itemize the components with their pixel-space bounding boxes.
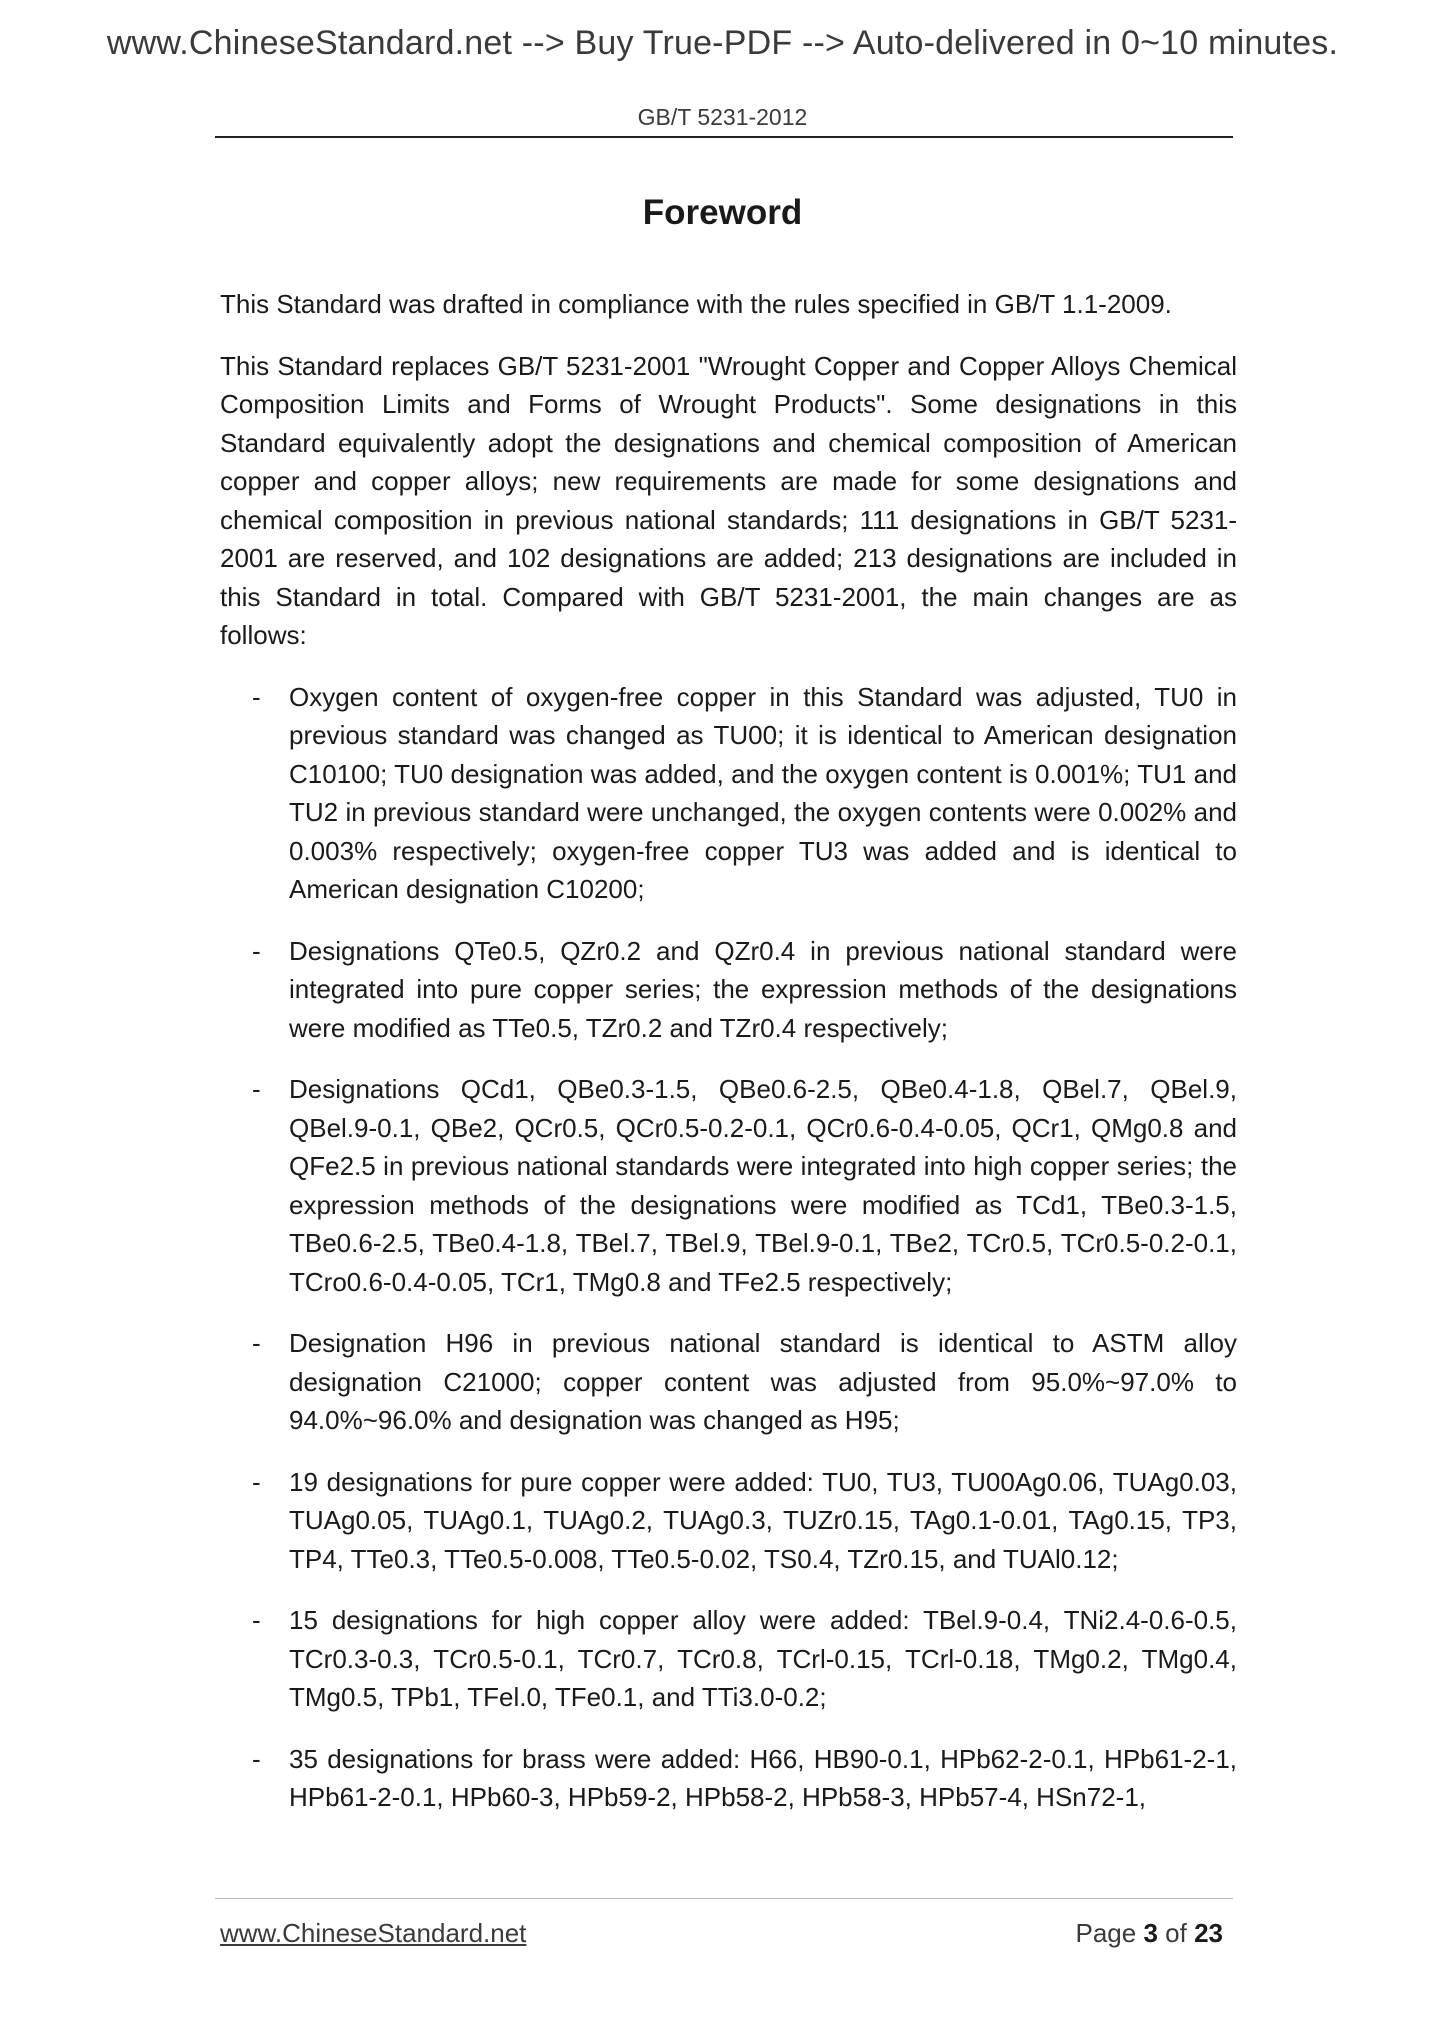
list-item: [220, 932, 1237, 1048]
dash-bullet: -: [252, 935, 261, 966]
page-label: Page: [1075, 1918, 1137, 1948]
list-item: [220, 1463, 1237, 1579]
list-item: [220, 1324, 1237, 1440]
dash-bullet: -: [252, 1328, 261, 1358]
footer-divider: [215, 1898, 1233, 1899]
page-of: of: [1165, 1918, 1187, 1948]
dash-bullet: -: [252, 1605, 261, 1635]
page-current: 3: [1143, 1918, 1158, 1948]
list-item: [220, 678, 1237, 909]
list-item: [220, 1070, 1237, 1301]
page-total: 23: [1194, 1918, 1223, 1948]
header-divider: [215, 136, 1233, 138]
footer-website-link[interactable]: www.ChineseStandard.net: [220, 1918, 527, 1948]
list-item-text: Designation H96 in previous national standard is identical to ASTM alloy designation C21000; copper content was adjusted from 95.0%~97.0% to 94.0%~96.0% and designation was changed as H95;: [289, 1328, 1237, 1435]
list-item-text: 19 designations for pure copper were added: TU0, TU3, TU00Ag0.06, TUAg0.03, TUAg0.05, TUAg0.1, TUAg0.2, TUAg0.3, TUZr0.15, TAg0.1-0.01, TAg0.15, TP3, TP4, TTe0.3, TTe0.5-0.008, TTe0.5-0.02, TS0.4, TZr0.15, and TUAl0.12;: [289, 1466, 1237, 1574]
dash-bullet: -: [252, 1743, 261, 1774]
dash-bullet: -: [252, 1074, 261, 1104]
document-number: GB/T 5231-2012: [637, 104, 808, 130]
list-item-text: 15 designations for high copper alloy were added: TBel.9-0.4, TNi2.4-0.6-0.5, TCr0.3-0.3, TCr0.5-0.1, TCr0.7, TCr0.8, TCrl-0.15, TCrl-0.18, TMg0.2, TMg0.4, TMg0.5, TPb1, TFel.0, TFe0.1, and TTi3.0-0.2;: [289, 1605, 1237, 1712]
changes-list: [220, 678, 1237, 1817]
list-item-text: Designations QTe0.5, QZr0.2 and QZr0.4 in previous national standard were integrated into pure copper series; the expression methods of the designations were modified as TTe0.5, TZr0.2 and TZr0.4 respectively;: [289, 935, 1237, 1043]
header-banner: www.ChineseStandard.net --> Buy True-PDF --> Auto-delivered in 0~10 minutes.: [106, 24, 1339, 62]
page-indicator: [1075, 1918, 1223, 1949]
list-item-text: Designations QCd1, QBe0.3-1.5, QBe0.6-2.5, QBe0.4-1.8, QBel.7, QBel.9, QBel.9-0.1, QBe2, QCr0.5, QCr0.5-0.2-0.1, QCr0.6-0.4-0.05, QCr1, QMg0.8 and QFe2.5 in previous national standards were integrated into high copper series; the expression methods of the designations were modified as TCd1, TBe0.3-1.5, TBe0.6-2.5, TBe0.4-1.8, TBel.7, TBel.9, TBel.9-0.1, TBe2, TCr0.5, TCr0.5-0.2-0.1, TCro0.6-0.4-0.05, TCr1, TMg0.8 and TFe2.5 respectively;: [289, 1074, 1237, 1297]
paragraph-replaces: This Standard replaces GB/T 5231-2001 "Wrought Copper and Copper Alloys Chemical Composition Limits and Forms of Wrought Products". Some designations in this Standard equivalently adopt the designations and chemical composition of American copper and copper alloys; new requirements are made for some designations and chemical composition in previous national standards; 111 designations in GB/T 5231-2001 are reserved, and 102 designations are added; 213 designations are included in this Standard in total. Compared with GB/T 5231-2001, the main changes are as follows:: [220, 350, 1237, 650]
list-item-text: 35 designations for brass were added: H66, HB90-0.1, HPb62-2-0.1, HPb61-2-1, HPb61-2-0.1, HPb60-3, HPb59-2, HPb58-2, HPb58-3, HPb57-4, HSn72-1,: [289, 1743, 1237, 1812]
list-item: [220, 1601, 1237, 1717]
document-body: [220, 285, 1237, 1840]
dash-bullet: -: [252, 1466, 261, 1497]
dash-bullet: -: [252, 681, 261, 712]
list-item-text: Oxygen content of oxygen-free copper in this Standard was adjusted, TU0 in previous standard was changed as TU00; it is identical to American designation C10100; TU0 designation was added, and the oxygen content is 0.001%; TU1 and TU2 in previous standard were unchanged, the oxygen contents were 0.002% and 0.003% respectively; oxygen-free copper TU3 was added and is identical to American designation C10200;: [289, 681, 1237, 904]
paragraph-intro: This Standard was drafted in compliance with the rules specified in GB/T 1.1-2009.: [220, 289, 1172, 319]
list-item: [220, 1740, 1237, 1817]
page-title: Foreword: [642, 193, 803, 232]
